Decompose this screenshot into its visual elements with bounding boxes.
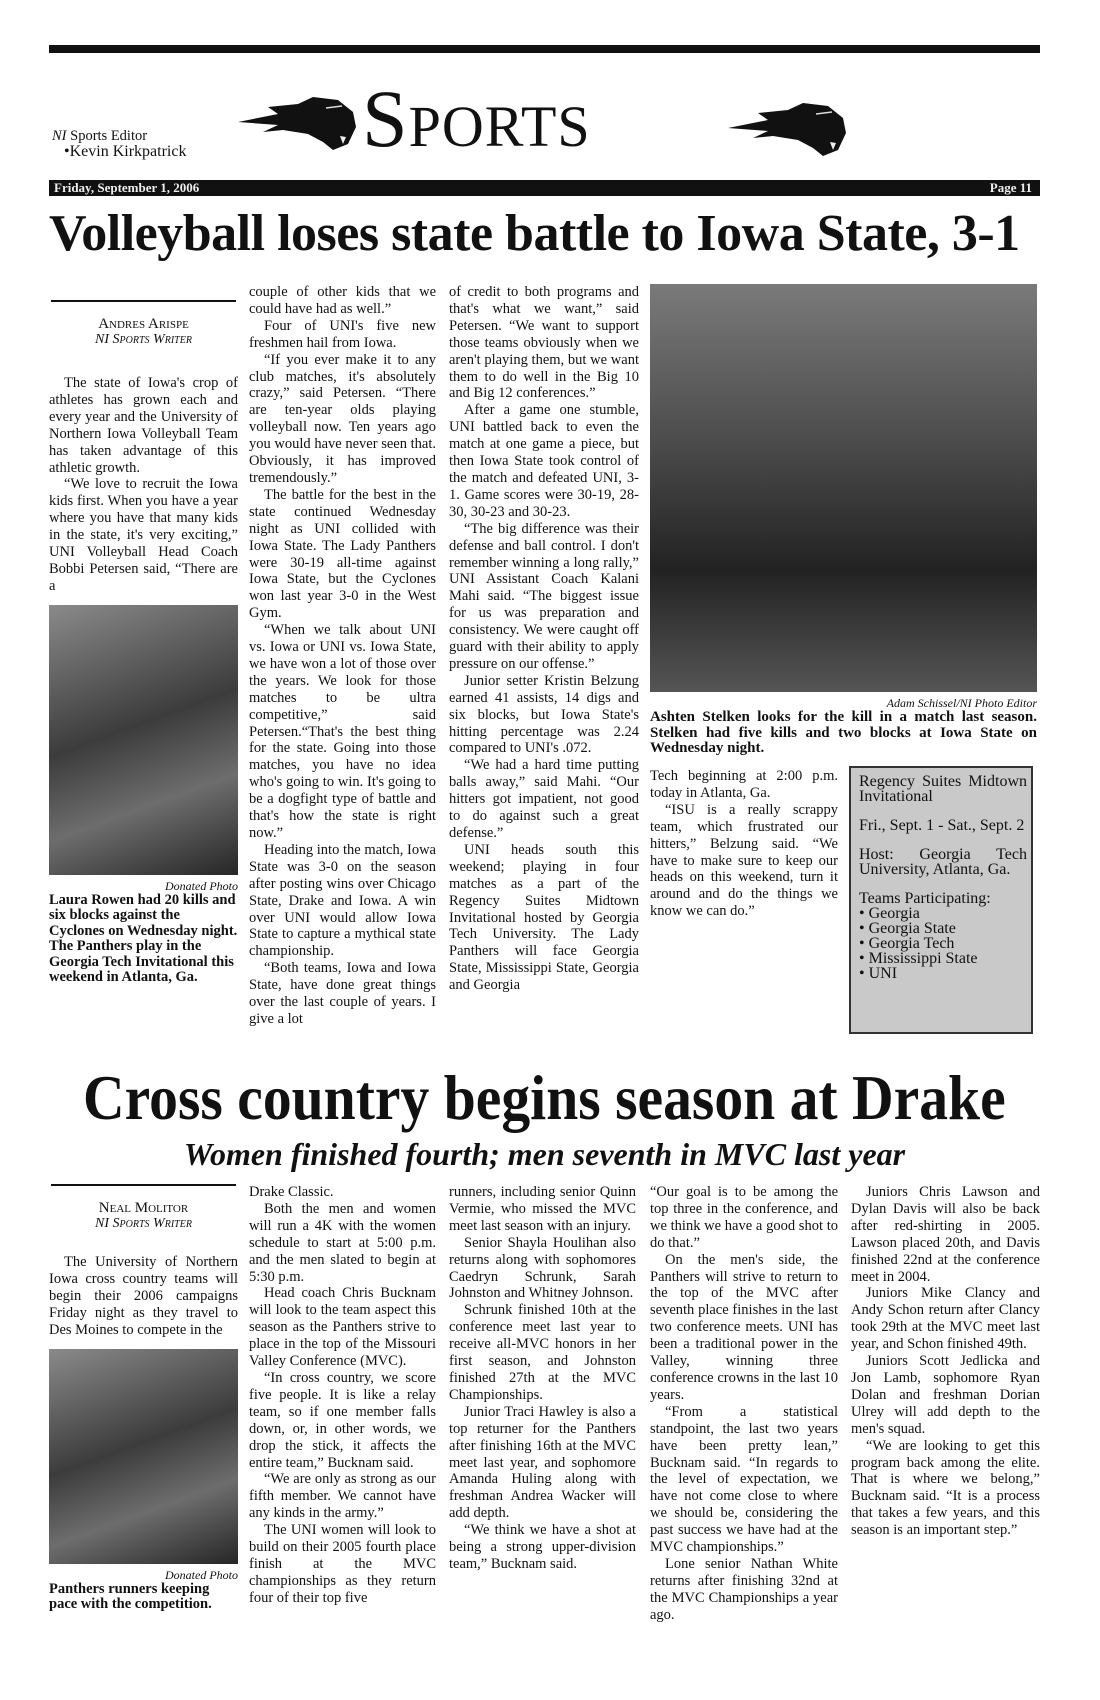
paragraph: The UNI women will look to build on their 2005 fourth place finish at the MVC championships as they return four of their top five <box>249 1522 436 1606</box>
article2-byline <box>49 1200 238 1232</box>
photo-caption: Panthers runners keeping pace with the competition. <box>49 1580 212 1613</box>
section-title: SPORTS <box>362 73 591 164</box>
column-text <box>249 284 436 1028</box>
article1-headline: Volleyball loses state battle to Iowa State, 3-1 <box>49 205 1020 262</box>
team-item: • Georgia <box>859 906 1027 921</box>
photo-caption: Laura Rowen had 20 kills and six blocks against the Cyclones on Wednesday night. The Panthers play in the Georgia Tech Invitational this weekend in Atlanta, Ga. <box>49 891 238 986</box>
article2-headline: Cross country begins season at Drake <box>83 1062 1006 1133</box>
column-text <box>49 1254 238 1339</box>
team-item: • Georgia State <box>859 921 1027 936</box>
paragraph: Tech beginning at 2:00 p.m. today in Atlanta, Ga. <box>650 768 838 801</box>
article1-byline <box>49 316 238 348</box>
column-text <box>449 1184 636 1573</box>
photo-credit: Donated Photo <box>165 1567 238 1582</box>
paragraph: Four of UNI's five new freshmen hail from Iowa. <box>249 317 436 351</box>
paragraph: Schrunk finished 10th at the conference meet last year to receive all-MVC honors in her first season, and Johnston finished 27th at the MVC Championships. <box>449 1302 636 1403</box>
paragraph: runners, including senior Quinn Vermie, who missed the MVC meet last season with an injury. <box>449 1184 636 1234</box>
article1-col-4 <box>650 768 838 920</box>
paragraph: couple of other kids that we could have had as well.” <box>249 284 436 317</box>
team-item: • Georgia Tech <box>859 936 1027 951</box>
panther-head-icon <box>238 92 358 152</box>
paragraph: “We are only as strong as our fifth member. We cannot have any kinds in the army.” <box>249 1471 436 1522</box>
sports-editor-credit <box>52 128 186 160</box>
paragraph: “In cross country, we score five people. It is like a relay team, so if one member falls down, or, in other words, we drop the stick, it affects the entire team,” Bucknam said. <box>249 1369 436 1471</box>
photo-laura-rowen <box>49 605 238 875</box>
panther-head-icon <box>728 98 848 158</box>
article2-subhead: Women finished fourth; men seventh in MVC last year <box>183 1136 906 1172</box>
column-text <box>249 1184 436 1607</box>
team-item: • Mississippi State <box>859 951 1027 966</box>
paragraph: Heading into the match, Iowa State was 3-0 on the season after posting wins over Chicago State, Drake and Iowa. A win over UNI would allow Iowa State to capture a mythical state championship. <box>249 841 436 960</box>
paragraph: “ISU is a really scrappy team, which frustrated our hitters,” Belzung said. “We have to make sure to keep our heads on this weekend, turn it around and do the things we know we can do.” <box>650 801 838 920</box>
paragraph: Juniors Scott Jedlicka and Jon Lamb, sophomore Ryan Dolan and freshman Dorian Ulrey will add depth to the men's squad. <box>851 1353 1040 1437</box>
paragraph: “We love to recruit the Iowa kids first. When you have a year where you have that many kids in the state, it's very exciting,” UNI Volleyball Head Coach Bobbi Petersen said, “There are a <box>49 476 238 594</box>
paragraph: The state of Iowa's crop of athletes has grown each and every year and the University of Northern Iowa Volleyball Team has taken advantage of this athletic growth. <box>49 375 238 476</box>
issue-date: Friday, September 1, 2006 <box>54 180 200 195</box>
column-text <box>851 1184 1040 1539</box>
article2-col-2 <box>249 1184 436 1607</box>
teams-list <box>859 906 1027 981</box>
top-rule <box>49 45 1040 53</box>
byline-role: NI Sports Writer <box>95 1216 192 1231</box>
paragraph: Lone senior Nathan White returns after finishing 32nd at the MVC Championships a year ago. <box>650 1555 838 1623</box>
paragraph: Junior setter Kristin Belzung earned 41 assists, 14 digs and six blocks, but Iowa State's hitting percentage was 2.24 compared to UNI's .072. <box>449 672 639 757</box>
byline-role: NI Sports Writer <box>95 332 192 347</box>
editor-name: •Kevin Kirkpatrick <box>64 143 187 160</box>
paragraph: Head coach Chris Bucknam will look to the team aspect this season as the Panthers strive to place in the top of the Missouri Valley Conference (MVC). <box>249 1285 436 1370</box>
article1-photo-block <box>650 284 1037 757</box>
paragraph: Senior Shayla Houlihan also returns along with sophomores Caedryn Schrunk, Sarah Johnston and Whitney Johnson. <box>449 1234 636 1302</box>
column-text <box>650 1184 838 1624</box>
paragraph: On the men's side, the Panthers will strive to return to the top of the MVC after seventh place finishes in the last two conference meets. UNI has been a traditional power in the Valley, winning three conference crowns in the last 10 years. <box>650 1251 838 1403</box>
article2-col-3 <box>449 1184 636 1573</box>
article2-col-4 <box>650 1184 838 1624</box>
paragraph: Drake Classic. <box>249 1184 334 1200</box>
paragraph: “Both teams, Iowa and Iowa State, have done great things over the last couple of years. I give a lot <box>249 960 436 1027</box>
paragraph: “We had a hard time putting balls away,” said Mahi. “Our hitters got impatient, not good to do against such a great defense.” <box>449 757 639 841</box>
article1-col-2 <box>249 284 436 1028</box>
column-text <box>49 375 238 595</box>
photo-credit: Donated Photo <box>165 878 238 893</box>
paragraph: “Our goal is to be among the top three in the conference, and we think we have a good shot to do that.” <box>650 1184 838 1251</box>
paragraph: The University of Northern Iowa cross country teams will begin their 2006 campaigns Friday night as they travel to Des Moines to compete in the <box>49 1254 238 1338</box>
date-bar <box>49 180 1040 196</box>
paragraph: “The big difference was their defense and ball control. I don't remember winning a long rally,” UNI Assistant Coach Kalani Mahi said. “The biggest issue for us was preparation and consistency. We were caught off guard with their ability to apply pressure on our offense.” <box>449 520 639 672</box>
article2-col-1 <box>49 1184 238 1613</box>
column-text <box>650 768 838 920</box>
team-item: • UNI <box>859 966 1027 981</box>
photo-runners <box>49 1349 238 1564</box>
paragraph: “When we talk about UNI vs. Iowa or UNI vs. Iowa State, we have won a lot of those over the years. We look for those matches to be ultra competitive,” said Petersen.“That's the best thing for the state. Going into those matches, you have no idea who's going to win. It's going to be a dogfight type of battle and that's how the state is right now.” <box>249 622 436 841</box>
byline-name: Neal Molitor <box>98 1200 189 1216</box>
article1-col-3 <box>449 284 639 994</box>
byline-rule <box>51 300 236 302</box>
event-host: Host: Georgia Tech University, Atlanta, Ga. <box>859 846 1027 878</box>
paragraph: “We are looking to get this program back among the elite. That is where we belong,” Bucknam said. “It is a process that takes a few years, and this season is an important step.” <box>851 1437 1040 1539</box>
event-name: Regency Suites Midtown Invitational <box>859 773 1027 805</box>
article2-col-5 <box>851 1184 1040 1539</box>
paragraph: UNI heads south this weekend; playing in four matches as a part of the Regency Suites Midtown Invitational hosted by Georgia Tech University. The Lady Panthers will face Georgia State, Mississippi State, Georgia and Georgia <box>449 841 639 994</box>
paragraph: The battle for the best in the state continued Wednesday night as UNI collided with Iowa State. The Lady Panthers were 30-19 all-time against Iowa State, but the Cyclones won last year 3-0 in the West Gym. <box>249 486 436 622</box>
editor-pub: NI <box>52 128 67 144</box>
paragraph: “From a statistical standpoint, the last two years have been pretty lean,” Bucknam said. “In regards to the level of expectation, we have not come close to where we should be, considering the past success we have had at the MVC championships.” <box>650 1403 838 1556</box>
photo-volleyball-match <box>650 284 1037 692</box>
column-text <box>449 284 639 994</box>
paragraph: “If you ever make it to any club matches, it's absolutely crazy,” said Petersen. “There are ten-year olds playing volleyball now. Ten years ago you would have never seen that. Obviously, it has improved tremendously.” <box>249 351 436 486</box>
paragraph: Both the men and women will run a 4K with the women schedule to start at 5:00 p.m. and the men slated to begin at 5:30 p.m. <box>249 1200 436 1285</box>
paragraph: Juniors Chris Lawson and Dylan Davis will also be back after red-shirting in 2005. Lawson placed 20th, and Davis finished 22nd at the conference meet in 2004. <box>851 1184 1040 1285</box>
editor-role: Sports Editor <box>70 128 148 144</box>
paragraph: After a game one stumble, UNI battled back to even the match at one game a piece, but then Iowa State took control of the match and defeated UNI, 3-1. Game scores were 30-19, 28-30, 30-23 and 30-23. <box>449 402 639 520</box>
event-dates: Fri., Sept. 1 - Sat., Sept. 2 <box>859 817 1025 834</box>
byline-rule <box>51 1184 236 1186</box>
article1-col-1 <box>49 300 238 986</box>
page-number: Page 11 <box>989 180 1032 195</box>
byline-name: Andres Arispe <box>98 316 189 332</box>
paragraph: “We think we have a shot at being a strong upper-division team,” Bucknam said. <box>449 1522 636 1572</box>
paragraph: Juniors Mike Clancy and Andy Schon return after Clancy took 29th at the MVC meet last year, and Schon finished 49th. <box>851 1285 1040 1353</box>
paragraph: of credit to both programs and that's what we want,” said Petersen. “We want to support those teams obviously when we aren't playing them, but we want them to do well in the Big 10 and Big 12 conferences.” <box>449 284 639 402</box>
photo-credit: Adam Schissel/NI Photo Editor <box>886 696 1037 710</box>
teams-label: Teams Participating: <box>859 890 991 907</box>
paragraph: Junior Traci Hawley is also a top returner for the Panthers after finishing 16th at the MVC meet last year, and sophomore Amanda Huling along with freshman Andrea Wacker will add depth. <box>449 1403 636 1522</box>
photo-caption: Ashten Stelken looks for the kill in a match last season. Stelken had five kills and two blocks at Iowa State on Wednesday night. <box>650 709 1037 756</box>
event-info-box <box>849 766 1033 1034</box>
